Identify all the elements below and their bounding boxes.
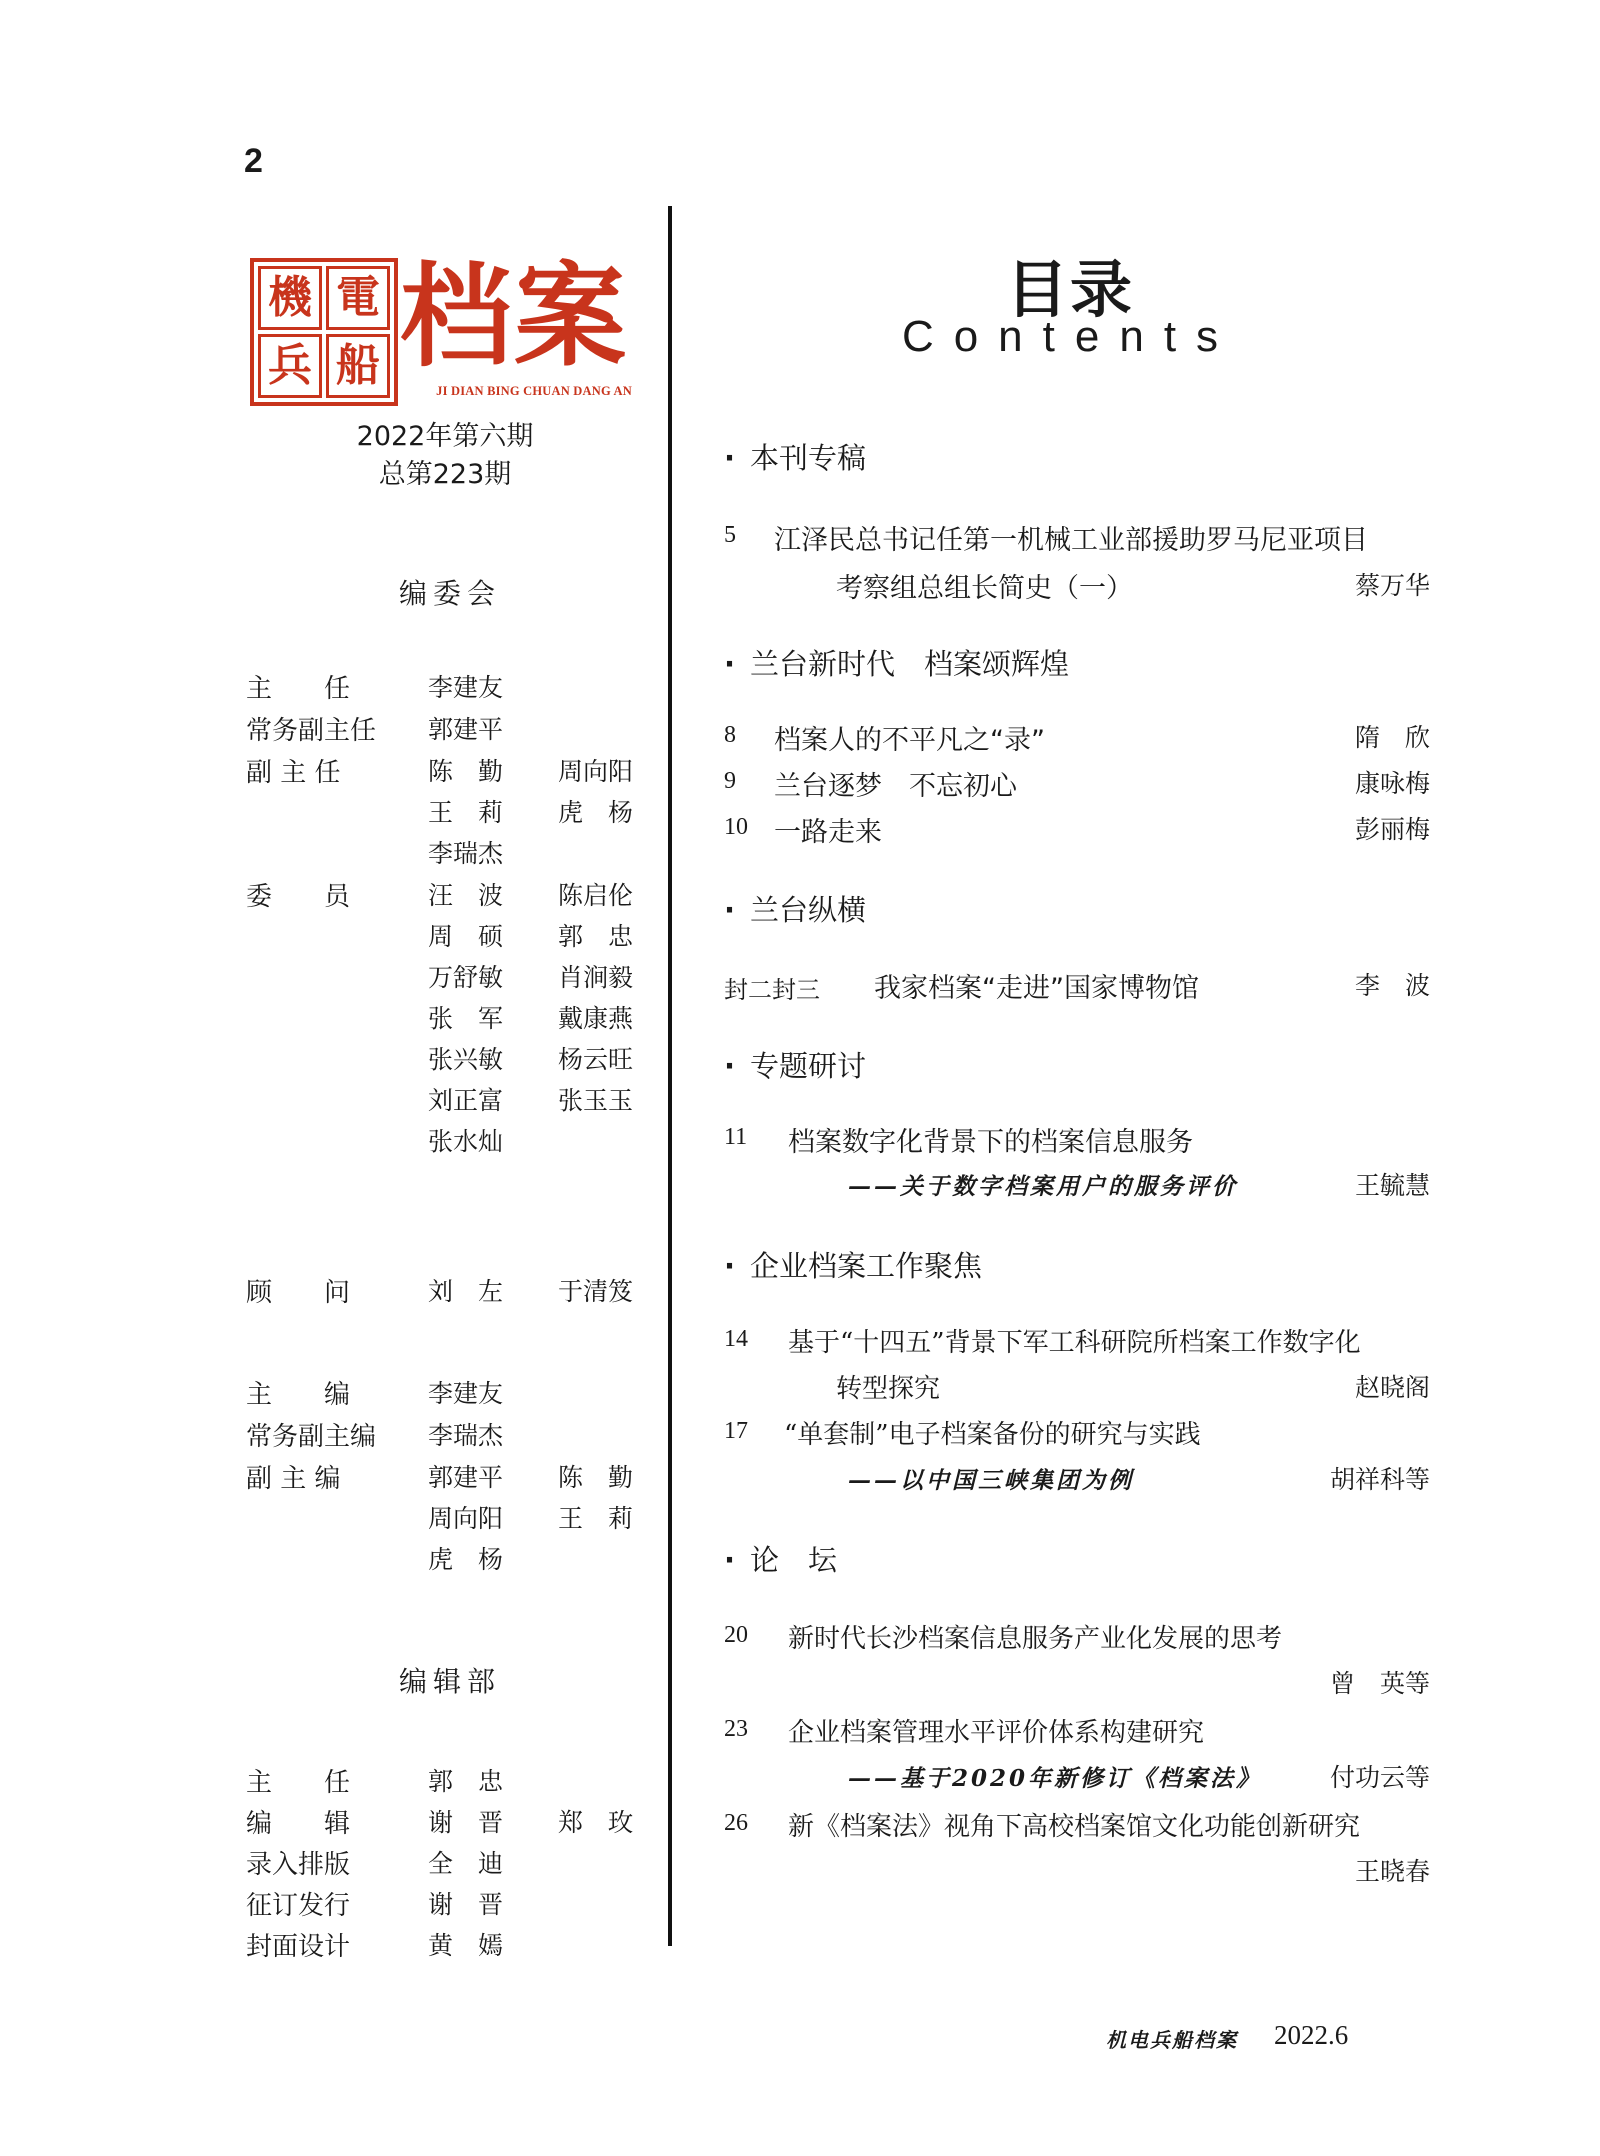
toc-section	[724, 1538, 837, 1579]
role-label: 顾 问	[246, 1278, 351, 1308]
bullet-icon: ·	[724, 1249, 736, 1283]
article-page: 23	[724, 1716, 748, 1742]
role-label: 副 主 编	[246, 1464, 341, 1494]
article-subtitle: ——基于2020年新修订《档案法》	[848, 1765, 1263, 1792]
issue-line: 2022年第六期	[356, 421, 534, 452]
article-page: 8	[724, 722, 736, 748]
person-name: 张 军	[428, 1004, 504, 1033]
article-title[interactable]: 企业档案管理水平评价体系构建研究	[788, 1718, 1205, 1748]
article-author: 王晓春	[1354, 1857, 1430, 1886]
article-page: 14	[724, 1326, 748, 1352]
role-label: 委 员	[246, 882, 351, 912]
issue-total: 总第223期	[378, 459, 512, 490]
section-title: 企业档案工作聚焦	[750, 1249, 983, 1283]
person-name: 万舒敏	[428, 963, 504, 992]
article-title[interactable]: 基于“十四五”背景下军工科研院所档案工作数字化	[788, 1328, 1361, 1358]
article-author: 赵晓阁	[1354, 1373, 1430, 1402]
article-title[interactable]: 新时代长沙档案信息服务产业化发展的思考	[788, 1624, 1283, 1654]
role-label: 副 主 任	[246, 758, 341, 788]
bullet-icon: ·	[724, 893, 736, 927]
person-name: 陈 勤	[558, 1463, 634, 1492]
article-page: 17	[724, 1418, 748, 1444]
footer-date: 2022.6	[1274, 2020, 1349, 2050]
person-name: 李建友	[428, 1379, 504, 1408]
article-title[interactable]: 档案人的不平凡之“录”	[774, 725, 1045, 756]
role-label: 主 编	[246, 1380, 351, 1410]
person-name: 郭建平	[428, 1463, 504, 1492]
section-title: 论 坛	[750, 1543, 838, 1577]
committee-heading: 编委会	[398, 577, 501, 610]
person-name: 郑 玫	[558, 1808, 634, 1837]
person-name: 陈启伦	[558, 881, 634, 910]
article-page: 10	[724, 814, 748, 840]
bullet-icon: ·	[724, 441, 736, 475]
toc-section	[724, 1244, 982, 1285]
seal-char: 機	[258, 266, 322, 330]
article-title[interactable]: 新《档案法》视角下高校档案馆文化功能创新研究	[788, 1812, 1361, 1842]
person-name: 周向阳	[558, 757, 634, 786]
role-label: 常务副主编	[246, 1422, 377, 1452]
article-title[interactable]: 我家档案“走进”国家博物馆	[874, 973, 1199, 1004]
dept-heading: 编辑部	[398, 1665, 501, 1698]
seal-char: 船	[326, 334, 390, 398]
role-label: 录入排版	[246, 1850, 351, 1880]
article-author: 康咏梅	[1354, 769, 1430, 798]
person-name: 谢 晋	[428, 1808, 504, 1837]
person-name: 张兴敏	[428, 1045, 504, 1074]
section-title: 专题研讨	[750, 1049, 867, 1083]
article-page: 26	[724, 1810, 748, 1836]
article-author: 王毓慧	[1354, 1171, 1430, 1200]
article-title-cont[interactable]: 考察组总组长简史（一）	[836, 573, 1133, 604]
article-author: 胡祥科等	[1329, 1465, 1430, 1494]
journal-pinyin: JI DIAN BING CHUAN DANG AN	[436, 384, 632, 398]
article-author: 付功云等	[1329, 1763, 1430, 1792]
person-name: 刘 左	[428, 1277, 504, 1306]
article-title[interactable]: 档案数字化背景下的档案信息服务	[788, 1127, 1193, 1158]
person-name: 张水灿	[428, 1127, 504, 1156]
article-author: 曾 英等	[1329, 1669, 1430, 1698]
person-name: 虎 杨	[558, 798, 634, 827]
article-page: 封二封三	[724, 976, 820, 1004]
page-number: 2	[244, 142, 263, 180]
role-label: 主 任	[246, 674, 351, 704]
seal-char: 電	[326, 266, 390, 330]
person-name: 黄 嫣	[428, 1931, 504, 1960]
person-name: 刘正富	[428, 1086, 504, 1115]
article-title-cont[interactable]: 转型探究	[836, 1374, 941, 1404]
role-label: 编 辑	[246, 1809, 351, 1839]
role-label: 征订发行	[246, 1891, 351, 1921]
person-name: 陈 勤	[428, 757, 504, 786]
article-author: 李 波	[1354, 971, 1430, 1000]
footer-journal-name: 机电兵船档案	[1106, 2028, 1238, 2052]
role-label: 常务副主任	[246, 716, 377, 746]
person-name: 虎 杨	[428, 1545, 504, 1574]
section-title: 兰台新时代 档案颂辉煌	[750, 647, 1070, 681]
person-name: 郭 忠	[558, 922, 634, 951]
person-name: 汪 波	[428, 881, 504, 910]
person-name: 王 莉	[558, 1504, 634, 1533]
person-name: 郭建平	[428, 715, 504, 744]
person-name: 王 莉	[428, 798, 504, 827]
person-name: 杨云旺	[558, 1045, 634, 1074]
seal-char: 兵	[258, 334, 322, 398]
article-author: 隋 欣	[1354, 723, 1430, 752]
article-title[interactable]: “单套制”电子档案备份的研究与实践	[784, 1420, 1201, 1450]
bullet-icon: ·	[724, 1049, 736, 1083]
section-title: 本刊专稿	[750, 441, 867, 475]
toc-section	[724, 642, 1069, 683]
person-name: 肖涧毅	[558, 963, 634, 992]
article-title[interactable]: 兰台逐梦 不忘初心	[774, 771, 1017, 802]
article-page: 9	[724, 768, 736, 794]
section-title: 兰台纵横	[750, 893, 867, 927]
article-subtitle: ——关于数字档案用户的服务评价	[848, 1173, 1238, 1200]
person-name: 戴康燕	[558, 1004, 634, 1033]
article-author: 蔡万华	[1354, 571, 1430, 600]
role-label: 封面设计	[246, 1932, 351, 1962]
column-divider	[668, 206, 672, 1946]
toc-section	[724, 436, 866, 477]
bullet-icon: ·	[724, 1543, 736, 1577]
toc-subtitle: Contents	[901, 312, 1239, 361]
role-label: 主 任	[246, 1768, 351, 1798]
person-name: 周向阳	[428, 1504, 504, 1533]
person-name: 郭 忠	[428, 1767, 504, 1796]
article-author: 彭丽梅	[1354, 815, 1430, 844]
article-page: 5	[724, 522, 736, 548]
person-name: 李瑞杰	[428, 1421, 504, 1450]
person-name: 张玉玉	[558, 1086, 634, 1115]
person-name: 谢 晋	[428, 1890, 504, 1919]
person-name: 周 硕	[428, 922, 504, 951]
journal-seal-logo	[250, 258, 398, 406]
person-name: 全 迪	[428, 1849, 504, 1878]
person-name: 于清笈	[558, 1277, 634, 1306]
article-page: 20	[724, 1622, 748, 1648]
person-name: 李瑞杰	[428, 839, 504, 868]
article-title[interactable]: 一路走来	[774, 817, 882, 848]
article-subtitle: ——以中国三峡集团为例	[848, 1467, 1134, 1494]
article-page: 11	[724, 1124, 748, 1150]
toc-section	[724, 1044, 866, 1085]
article-title[interactable]: 江泽民总书记任第一机械工业部援助罗马尼亚项目	[774, 525, 1368, 556]
bullet-icon: ·	[724, 647, 736, 681]
journal-title-logo: 档案	[400, 251, 628, 382]
toc-title: 目录	[1005, 253, 1134, 326]
person-name: 李建友	[428, 673, 504, 702]
toc-section	[724, 888, 866, 929]
